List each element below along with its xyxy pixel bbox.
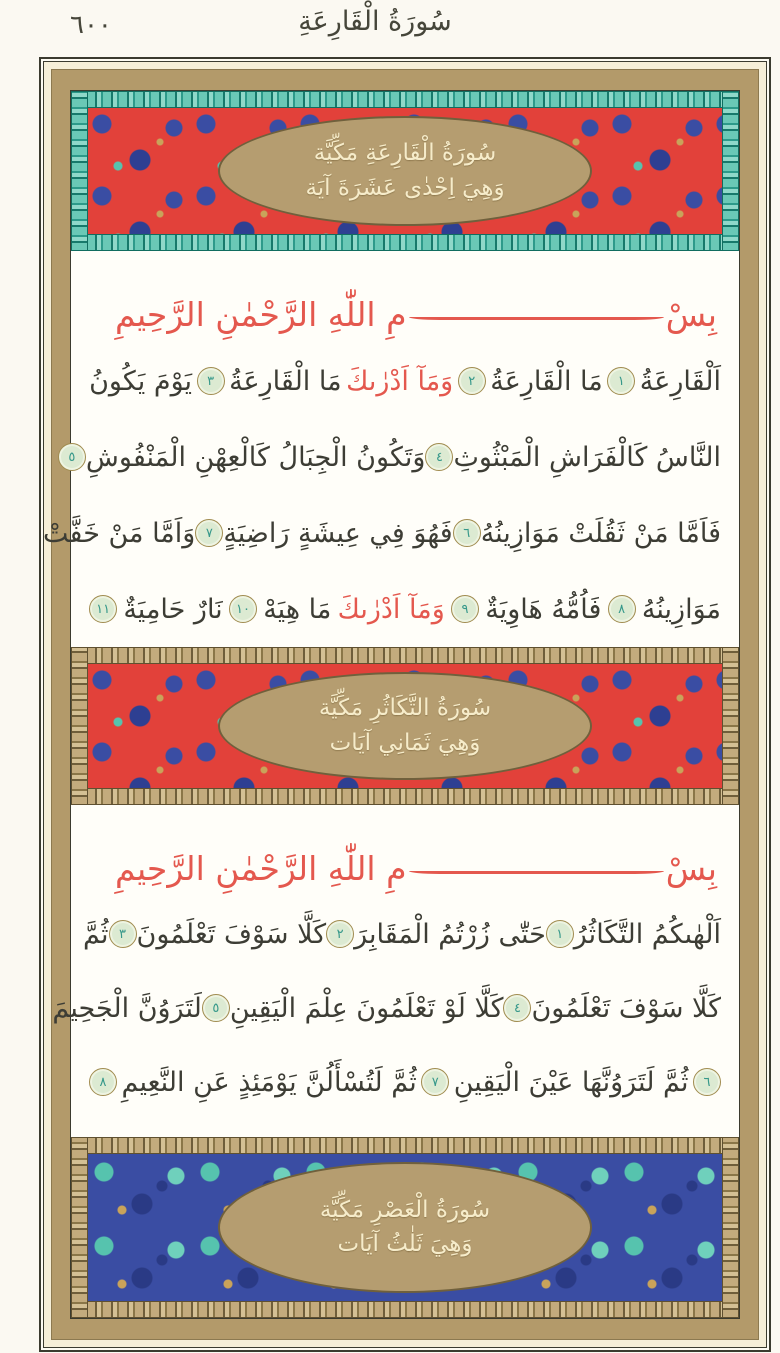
chain-border-right bbox=[722, 1137, 739, 1318]
quran-line bbox=[85, 897, 725, 971]
verse-marker: ٦ bbox=[693, 1068, 721, 1096]
surah-verse-count: وَهِيَ ثَمَانِي آيَات bbox=[329, 729, 481, 756]
surah-verse-count: وَهِيَ اِحْدٰى عَشَرَةَ آيَة bbox=[305, 174, 505, 201]
page-margin-header bbox=[30, 0, 780, 56]
quran-line bbox=[85, 1045, 725, 1119]
page-frame-tan-band bbox=[43, 69, 759, 1340]
verse-marker: ٨ bbox=[608, 595, 636, 623]
verse-marker: ٢ bbox=[458, 367, 486, 395]
chain-border-top bbox=[71, 647, 739, 664]
verse-marker: ٣ bbox=[197, 367, 225, 395]
chain-border-top bbox=[71, 91, 739, 108]
quran-phrase-red: وَمَآ اَدْرٰىكَ bbox=[346, 365, 454, 397]
quran-phrase: ثُمَّ bbox=[83, 918, 109, 950]
quran-phrase: ثُمَّ لَتُسْأَلُنَّ يَوْمَئِذٍ عَنِ النَّعِيمِ bbox=[121, 1066, 417, 1098]
verse-marker: ٧ bbox=[421, 1068, 449, 1096]
surah-banner-takathur bbox=[71, 647, 739, 805]
chain-border-right bbox=[722, 647, 739, 805]
surah-name: سُورَةُ الْقَارِعَةِ مَكِّيَّة bbox=[313, 140, 497, 167]
surah-takathur-text bbox=[52, 805, 739, 1119]
verse-marker: ٨ bbox=[89, 1068, 117, 1096]
takathur-lines bbox=[52, 897, 725, 1119]
chain-border-top bbox=[71, 1137, 739, 1154]
quran-line bbox=[85, 343, 725, 419]
surah-title-cartouche bbox=[218, 116, 592, 226]
quran-phrase: فَاَمَّا مَنْ ثَقُلَتْ مَوَازِينُهُ bbox=[480, 517, 721, 549]
surah-verse-count: وَهِيَ ثَلٰثُ آيَات bbox=[337, 1231, 473, 1257]
qariah-lines bbox=[43, 343, 725, 647]
quran-line bbox=[85, 571, 725, 647]
chain-border-left bbox=[71, 1137, 88, 1318]
verse-marker: ٢ bbox=[326, 920, 354, 948]
quran-phrase: وَاَمَّا مَنْ خَفَّتْ bbox=[43, 517, 196, 549]
verse-marker: ٥ bbox=[202, 994, 230, 1022]
section-gap bbox=[71, 1119, 739, 1137]
verse-marker: ٤ bbox=[503, 994, 531, 1022]
verse-marker: ٩ bbox=[451, 595, 479, 623]
quran-line bbox=[52, 971, 725, 1045]
quran-line bbox=[43, 495, 725, 571]
page-number: ٦٠٠ bbox=[70, 10, 112, 40]
chain-border-left bbox=[71, 647, 88, 805]
kashida-stroke bbox=[409, 317, 664, 320]
bismillah bbox=[85, 811, 725, 897]
chain-border-left bbox=[71, 91, 88, 251]
bismillah bbox=[85, 257, 725, 343]
quran-line bbox=[68, 419, 725, 495]
surah-banner-asr bbox=[71, 1137, 739, 1318]
quran-phrase: حَتّٰى زُرْتُمُ الْمَقَابِرَ bbox=[354, 918, 546, 950]
quran-phrase: مَوَازِينُهُ bbox=[641, 593, 721, 625]
quran-phrase: اَلْهٰىكُمُ التَّكَاثُرُ bbox=[573, 918, 721, 950]
quran-page bbox=[30, 0, 780, 1353]
quran-phrase: مَا الْقَارِعَةُ bbox=[229, 365, 342, 397]
kashida-stroke bbox=[409, 871, 664, 874]
surah-title-cartouche bbox=[218, 1162, 592, 1293]
verse-marker: ٦ bbox=[453, 519, 481, 547]
quran-phrase: نَارٌ حَامِيَةٌ bbox=[123, 593, 223, 625]
surah-name: سُورَةُ التَّكَاثُرِ مَكِّيَّة bbox=[318, 695, 492, 722]
quran-phrase: كَلَّا سَوْفَ تَعْلَمُونَ bbox=[531, 992, 721, 1024]
quran-phrase: كَلَّا سَوْفَ تَعْلَمُونَ bbox=[136, 918, 327, 950]
quran-phrase: اَلْقَارِعَةُ bbox=[639, 365, 721, 397]
quran-phrase: وَتَكُونُ الْجِبَالُ كَالْعِهْنِ الْمَنْفُوشِ bbox=[85, 441, 426, 473]
chain-border-bottom bbox=[71, 234, 739, 251]
verse-marker: ٣ bbox=[109, 920, 137, 948]
chain-border-bottom bbox=[71, 1301, 739, 1318]
quran-phrase: لَتَرَوُنَّ الْجَحِيمَ bbox=[52, 992, 202, 1024]
bismillah-end: مِ اللّٰهِ الرَّحْمٰنِ الرَّحِيمِ bbox=[115, 294, 407, 334]
quran-phrase: فَاُمُّهُ هَاوِيَةٌ bbox=[485, 593, 602, 625]
quran-phrase: مَا الْقَارِعَةُ bbox=[490, 365, 603, 397]
page-frame bbox=[39, 57, 771, 1352]
quran-phrase: النَّاسُ كَالْفَرَاشِ الْمَبْثُوثِ bbox=[453, 441, 721, 473]
verse-marker: ١ bbox=[546, 920, 574, 948]
verse-marker: ١١ bbox=[89, 595, 117, 623]
page-frame-inner-line bbox=[43, 61, 767, 1348]
bismillah-start: بِسْ bbox=[665, 294, 717, 334]
page-content bbox=[43, 90, 740, 1319]
surah-qariah-text bbox=[43, 251, 739, 647]
verse-marker: ٤ bbox=[425, 443, 453, 471]
surah-name: سُورَةُ الْعَصْرِ مَكِّيَّة bbox=[319, 1196, 491, 1223]
bismillah-start: بِسْ bbox=[665, 848, 717, 888]
quran-phrase-red: وَمَآ اَدْرٰىكَ bbox=[337, 593, 445, 625]
bismillah-end: مِ اللّٰهِ الرَّحْمٰنِ الرَّحِيمِ bbox=[115, 848, 407, 888]
quran-phrase: فَهُوَ فِي عِيشَةٍ رَاضِيَةٍ bbox=[223, 517, 453, 549]
verse-marker: ٥ bbox=[58, 443, 86, 471]
chain-border-right bbox=[722, 91, 739, 251]
quran-phrase: مَا هِيَهْ bbox=[263, 593, 332, 625]
verse-marker: ٧ bbox=[195, 519, 223, 547]
surah-title-cartouche bbox=[218, 672, 592, 780]
quran-phrase: كَلَّا لَوْ تَعْلَمُونَ عِلْمَ الْيَقِينِ bbox=[229, 992, 504, 1024]
page-title: سُورَةُ الْقَارِعَةِ bbox=[298, 6, 452, 37]
chain-border-bottom bbox=[71, 788, 739, 805]
quran-phrase: ثُمَّ لَتَرَوُنَّهَا عَيْنَ الْيَقِينِ bbox=[453, 1066, 689, 1098]
verse-marker: ١٠ bbox=[229, 595, 257, 623]
quran-phrase: يَوْمَ يَكُونُ bbox=[89, 365, 193, 397]
surah-banner-qariah bbox=[71, 91, 739, 251]
verse-marker: ١ bbox=[607, 367, 635, 395]
